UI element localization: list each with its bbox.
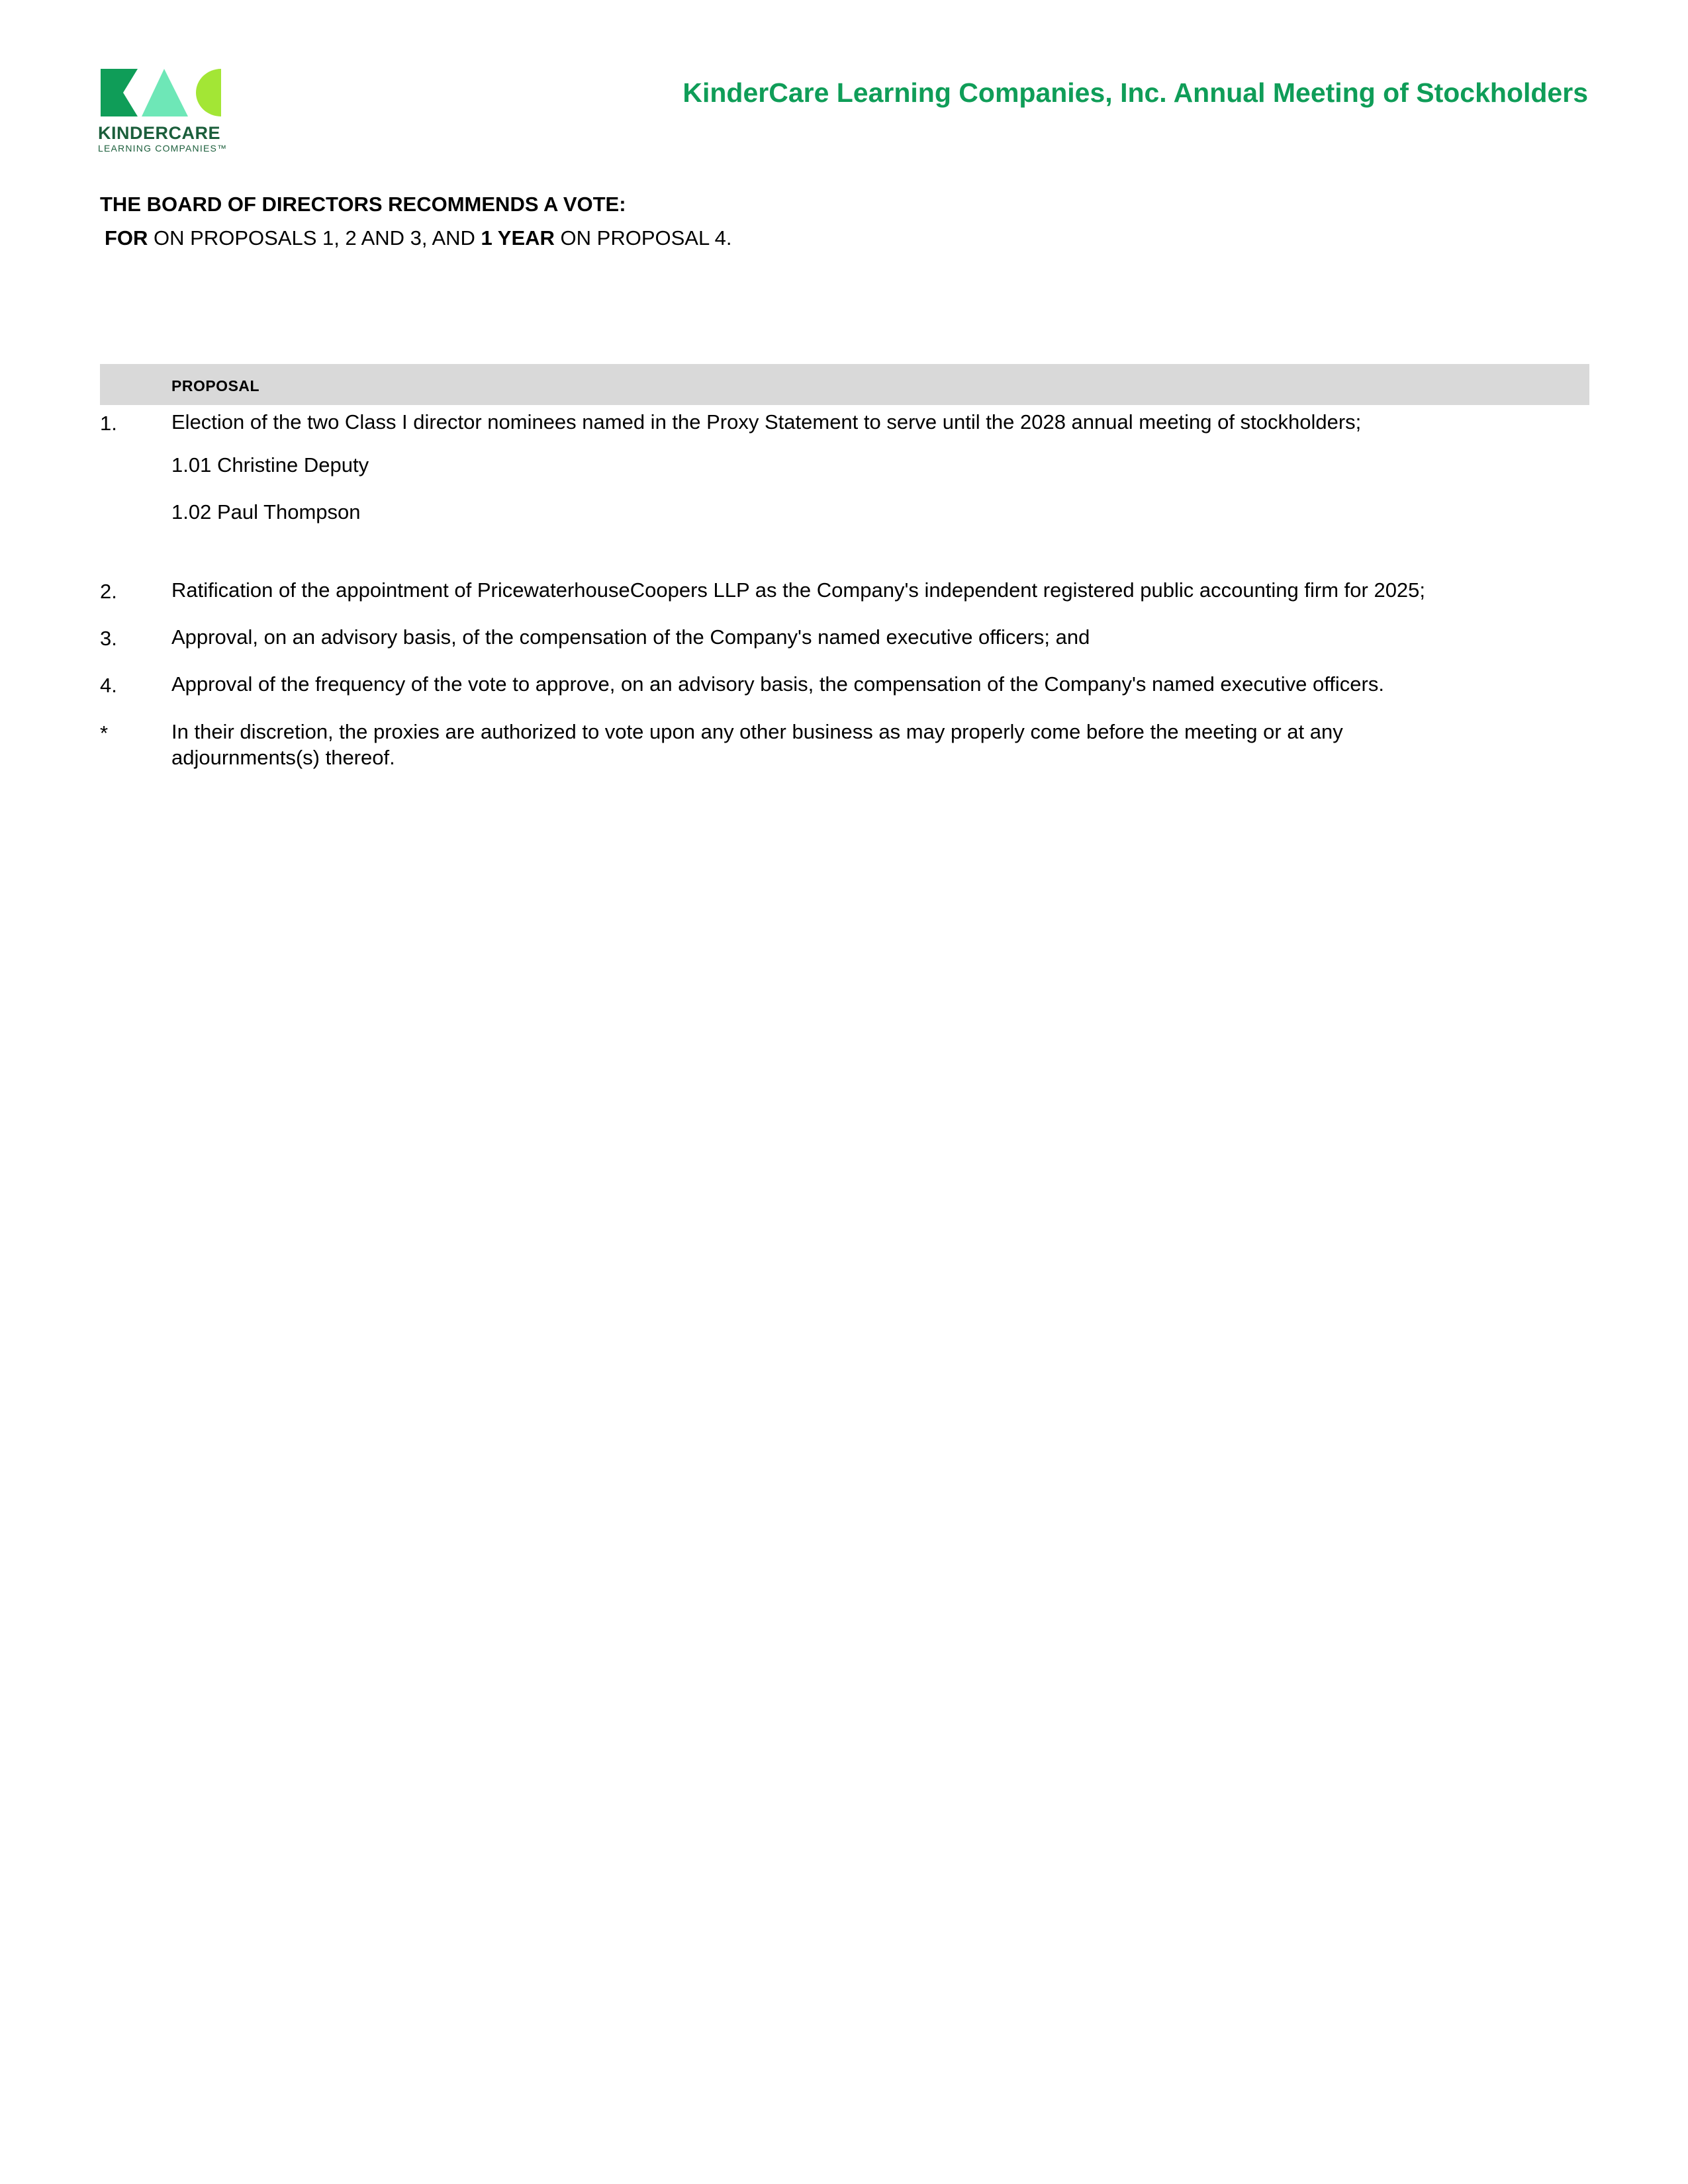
kindercare-logo-mark-icon bbox=[98, 66, 224, 119]
nominee-christine-deputy: 1.01 Christine Deputy bbox=[171, 453, 369, 477]
for-label: FOR bbox=[105, 226, 148, 250]
board-recommendation-line bbox=[105, 226, 732, 250]
nominee-paul-thompson: 1.02 Paul Thompson bbox=[171, 500, 361, 523]
proposal-text: Ratification of the appointment of PricewaterhouseCoopers LLP as the Company's independent registered public accounting firm for 2025; bbox=[171, 578, 1426, 602]
proposal-number: 3. bbox=[100, 627, 117, 650]
recommendation-end-text: ON PROPOSAL 4. bbox=[554, 226, 732, 250]
proposal-number: 4. bbox=[100, 674, 117, 697]
kindercare-logo bbox=[98, 66, 230, 159]
proposal-text: Election of the two Class I director nominees named in the Proxy Statement to serve until the 2028 annual meeting of stockholders; bbox=[171, 410, 1362, 433]
one-year-label: 1 YEAR bbox=[481, 226, 555, 250]
board-recommendation-heading: THE BOARD OF DIRECTORS RECOMMENDS A VOTE: bbox=[100, 193, 626, 216]
proposal-column-label: PROPOSAL bbox=[171, 377, 260, 394]
proposal-table-header bbox=[100, 364, 1589, 405]
logo-subtitle: LEARNING COMPANIES™ bbox=[98, 143, 228, 154]
proposal-number: * bbox=[100, 721, 109, 745]
proposal-text: In their discretion, the proxies are authorized to vote upon any other business as may properly come before the meeting or at any adjournments(s) thereof. bbox=[171, 720, 1343, 769]
proposal-text: Approval, on an advisory basis, of the compensation of the Company's named executive officers; and bbox=[171, 625, 1090, 649]
proposal-number: 2. bbox=[100, 580, 117, 603]
recommendation-mid-text: ON PROPOSALS 1, 2 AND 3, AND bbox=[148, 226, 481, 250]
logo-wordmark: KINDERCARE bbox=[98, 123, 221, 143]
proposal-text: Approval of the frequency of the vote to approve, on an advisory basis, the compensation of the Company's named executive officers. bbox=[171, 672, 1384, 696]
proposal-number: 1. bbox=[100, 412, 117, 435]
document-title: KinderCare Learning Companies, Inc. Annual Meeting of Stockholders bbox=[682, 77, 1588, 108]
